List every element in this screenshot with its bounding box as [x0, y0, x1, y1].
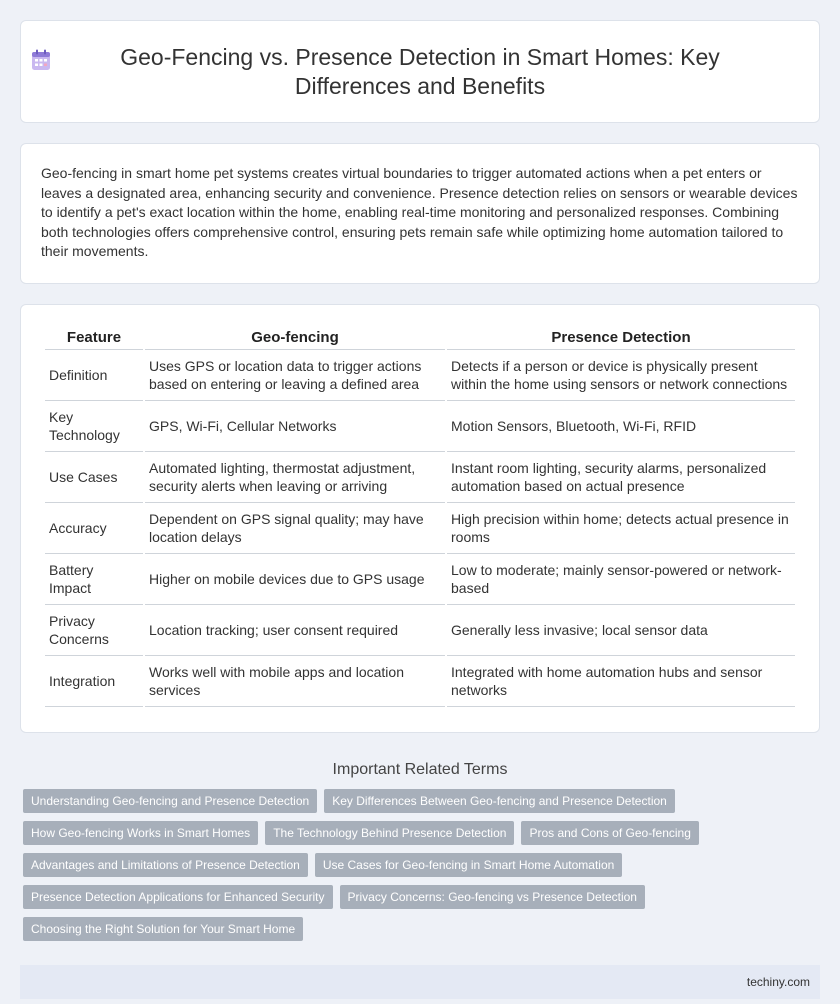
related-term-tag[interactable]: Advantages and Limitations of Presence Detection: [23, 853, 308, 877]
cell-presence-detection: Detects if a person or device is physically present within the home using sensors or network connections: [447, 350, 795, 401]
cell-geo-fencing: Uses GPS or location data to trigger actions based on entering or leaving a defined area: [145, 350, 445, 401]
footer: [20, 965, 820, 999]
cell-feature: Battery Impact: [45, 554, 143, 605]
cell-presence-detection: High precision within home; detects actual presence in rooms: [447, 503, 795, 554]
header-feature: Feature: [45, 323, 143, 350]
related-term-tag[interactable]: Privacy Concerns: Geo-fencing vs Presence Detection: [340, 885, 645, 909]
cell-geo-fencing: Automated lighting, thermostat adjustment, security alerts when leaving or arriving: [145, 452, 445, 503]
cell-feature: Use Cases: [45, 452, 143, 503]
title-card: [20, 20, 820, 123]
table-row: [45, 452, 795, 503]
cell-geo-fencing: Dependent on GPS signal quality; may have location delays: [145, 503, 445, 554]
related-terms-section: [0, 761, 840, 941]
related-terms-heading: Important Related Terms: [332, 761, 508, 778]
related-term-tag[interactable]: Presence Detection Applications for Enhanced Security: [23, 885, 333, 909]
table-row: [45, 554, 795, 605]
related-term-tag[interactable]: Understanding Geo-fencing and Presence Detection: [23, 789, 317, 813]
table-row: [45, 401, 795, 452]
related-term-tag[interactable]: Choosing the Right Solution for Your Smart Home: [23, 917, 303, 941]
footer-site-name[interactable]: techiny.com: [746, 975, 810, 989]
page-title: Geo-Fencing vs. Presence Detection in Smart Homes: Key Differences and Benefits: [120, 43, 720, 99]
table-header-row: [45, 323, 795, 350]
cell-feature: Integration: [45, 656, 143, 707]
header-presence-detection: Presence Detection: [447, 323, 795, 350]
cell-feature: Accuracy: [45, 503, 143, 554]
related-term-tag[interactable]: How Geo-fencing Works in Smart Homes: [23, 821, 258, 845]
cell-presence-detection: Generally less invasive; local sensor data: [447, 605, 795, 656]
cell-presence-detection: Low to moderate; mainly sensor-powered or network-based: [447, 554, 795, 605]
related-term-tag[interactable]: The Technology Behind Presence Detection: [265, 821, 514, 845]
calendar-icon: [31, 49, 51, 71]
comparison-table: [43, 323, 797, 707]
header-geo-fencing: Geo-fencing: [145, 323, 445, 350]
cell-geo-fencing: Higher on mobile devices due to GPS usage: [145, 554, 445, 605]
cell-presence-detection: Motion Sensors, Bluetooth, Wi-Fi, RFID: [447, 401, 795, 452]
cell-presence-detection: Instant room lighting, security alarms, personalized automation based on actual presence: [447, 452, 795, 503]
table-row: [45, 656, 795, 707]
intro-paragraph: Geo-fencing in smart home pet systems creates virtual boundaries to trigger automated actions when a pet enters or leaves a designated area, enhancing security and convenience. Presence detection relies on sensors or wearable devices to identify a pet's exact location within the home, enabling real-time monitoring and personalized responses. Combining both technologies offers comprehensive control, ensuring pets remain safe while optimizing home automation tailored to their movements.: [41, 165, 798, 259]
cell-feature: Key Technology: [45, 401, 143, 452]
cell-feature: Privacy Concerns: [45, 605, 143, 656]
related-term-tag[interactable]: Pros and Cons of Geo-fencing: [521, 821, 698, 845]
table-row: [45, 503, 795, 554]
cell-feature: Definition: [45, 350, 143, 401]
related-term-tag[interactable]: Use Cases for Geo-fencing in Smart Home Automation: [315, 853, 622, 877]
cell-geo-fencing: Works well with mobile apps and location services: [145, 656, 445, 707]
cell-geo-fencing: Location tracking; user consent required: [145, 605, 445, 656]
cell-geo-fencing: GPS, Wi-Fi, Cellular Networks: [145, 401, 445, 452]
related-terms-tags: [0, 789, 840, 941]
table-row: [45, 605, 795, 656]
comparison-table-card: [20, 304, 820, 733]
cell-presence-detection: Integrated with home automation hubs and sensor networks: [447, 656, 795, 707]
title-wrap: [61, 43, 779, 101]
intro-card: [20, 143, 820, 284]
related-term-tag[interactable]: Key Differences Between Geo-fencing and Presence Detection: [324, 789, 675, 813]
table-row: [45, 350, 795, 401]
